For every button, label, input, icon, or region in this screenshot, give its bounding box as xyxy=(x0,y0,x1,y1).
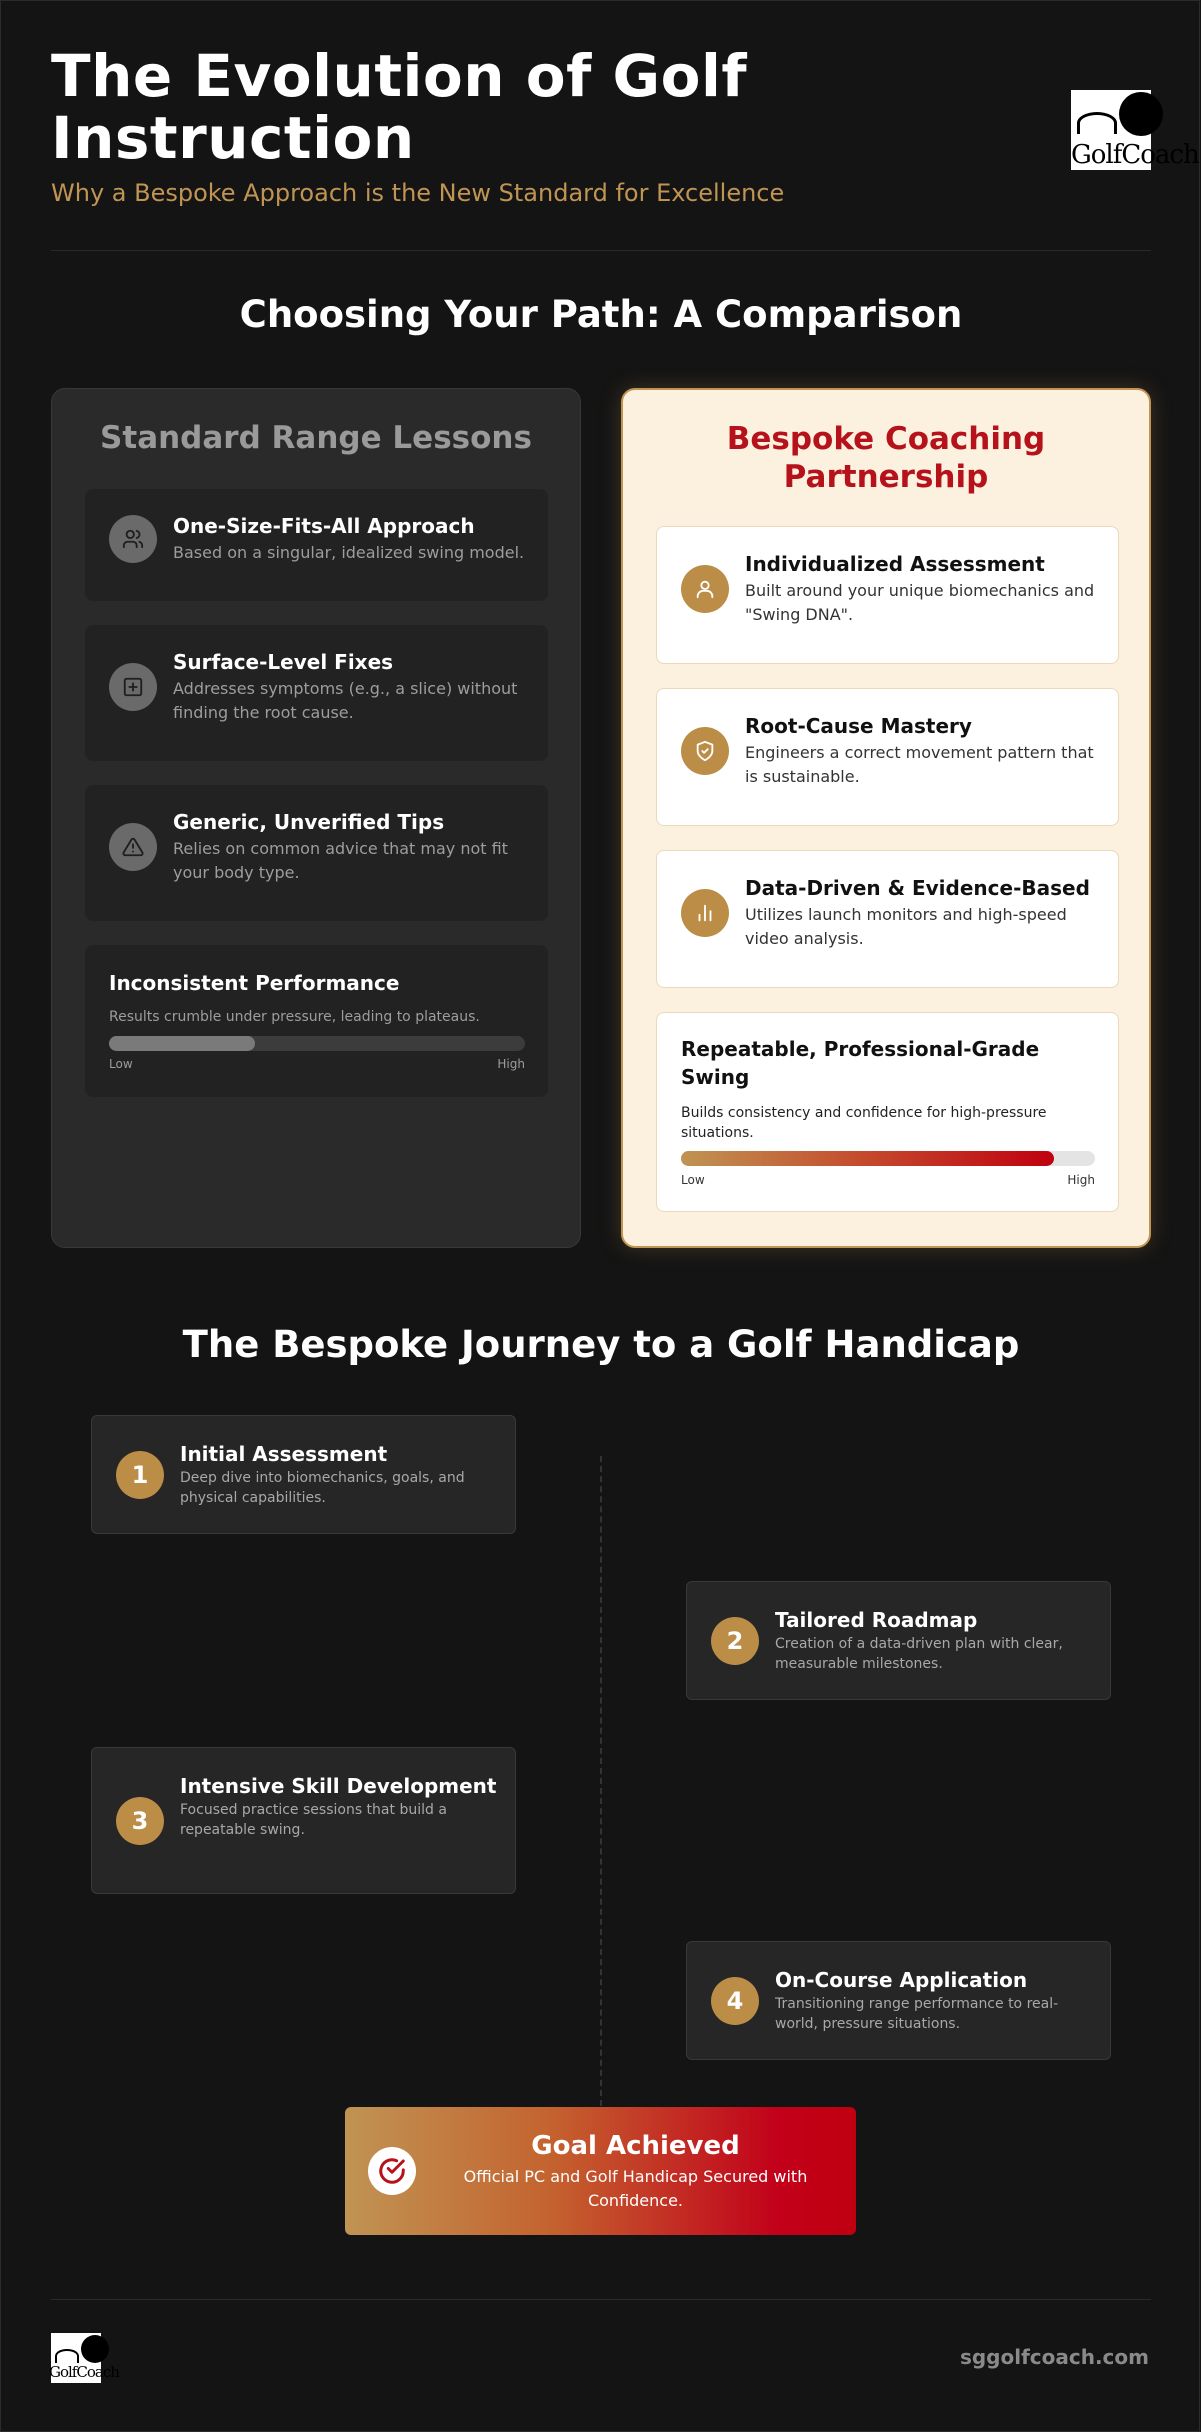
card-title: Surface-Level Fixes xyxy=(173,650,394,674)
comparison-section-title: Choosing Your Path: A Comparison xyxy=(239,293,963,336)
bespoke-card xyxy=(656,526,1119,664)
card-description: Based on a singular, idealized swing model. xyxy=(173,543,525,562)
page-subtitle: Why a Bespoke Approach is the New Standard for Excellence xyxy=(51,179,785,207)
card-description: Engineers a correct movement pattern that is sustainable. xyxy=(745,743,1094,786)
meter-high-label: High xyxy=(497,1057,525,1071)
journey-step xyxy=(686,1941,1111,2060)
standard-card xyxy=(85,625,548,761)
step-description: Focused practice sessions that build a repeatable swing. xyxy=(180,1802,447,1838)
step-number: 1 xyxy=(116,1451,164,1499)
card-description: Built around your unique biomechanics and "Swing DNA". xyxy=(745,581,1095,624)
header-divider xyxy=(51,250,1151,251)
journey-step xyxy=(91,1415,516,1534)
goal-description: Official PC and Golf Handicap Secured with Confidence. xyxy=(463,2167,808,2210)
bespoke-card xyxy=(656,688,1119,826)
card-title: Individualized Assessment xyxy=(745,552,1045,576)
page-title: The Evolution of Golf Instruction xyxy=(51,42,748,172)
meter-description: Builds consistency and confidence for high-pressure situations. xyxy=(681,1105,1047,1141)
goal-title: Goal Achieved xyxy=(531,2131,740,2161)
shield-check-icon xyxy=(681,727,729,775)
footer-divider xyxy=(51,2299,1151,2300)
golf-ball-icon xyxy=(1119,92,1163,136)
card-title: Data-Driven & Evidence-Based xyxy=(745,876,1090,900)
card-description: Utilizes launch monitors and high-speed video analysis. xyxy=(745,905,1067,948)
meter-description: Results crumble under pressure, leading to plateaus. xyxy=(109,1009,480,1025)
golf-club-icon xyxy=(1077,112,1117,134)
user-icon xyxy=(681,565,729,613)
step-title: Tailored Roadmap xyxy=(775,1608,978,1632)
card-title: Generic, Unverified Tips xyxy=(173,810,445,834)
bespoke-column-title: Bespoke Coaching Partnership xyxy=(726,421,1046,495)
bespoke-column xyxy=(621,388,1151,1248)
card-description: Addresses symptoms (e.g., a slice) without finding the root cause. xyxy=(173,679,518,722)
performance-meter-fill xyxy=(681,1151,1054,1166)
standard-meter-card xyxy=(85,945,548,1097)
users-icon xyxy=(109,515,157,563)
card-title: One-Size-Fits-All Approach xyxy=(173,514,475,538)
plus-square-icon xyxy=(109,663,157,711)
footer-logo-text: GolfCoach xyxy=(49,2363,119,2381)
card-title: Root-Cause Mastery xyxy=(745,714,972,738)
meter-title: Repeatable, Professional-Grade Swing xyxy=(681,1037,1040,1089)
step-title: On-Course Application xyxy=(775,1968,1028,1992)
warning-icon xyxy=(109,823,157,871)
timeline-line xyxy=(600,1456,602,2106)
golf-ball-icon xyxy=(81,2335,109,2363)
logo-text: GolfCoach xyxy=(1071,140,1199,170)
golfcoach-logo xyxy=(1071,90,1199,170)
check-circle-icon xyxy=(368,2147,416,2195)
footer-logo xyxy=(49,2333,119,2383)
footer-website-link[interactable]: sggolfcoach.com xyxy=(959,2345,1149,2369)
performance-meter-fill xyxy=(109,1036,255,1051)
journey-section-title: The Bespoke Journey to a Golf Handicap xyxy=(182,1323,1020,1366)
goal-achieved-banner xyxy=(345,2107,856,2235)
meter-high-label: High xyxy=(1067,1173,1095,1187)
standard-card xyxy=(85,489,548,601)
bespoke-card xyxy=(656,850,1119,988)
step-description: Creation of a data-driven plan with clear, measurable milestones. xyxy=(775,1636,1063,1672)
meter-low-label: Low xyxy=(681,1173,705,1187)
standard-column xyxy=(51,388,581,1248)
performance-meter xyxy=(681,1151,1095,1166)
header xyxy=(51,42,1199,221)
standard-card xyxy=(85,785,548,921)
step-title: Intensive Skill Development xyxy=(180,1774,497,1798)
performance-meter xyxy=(109,1036,525,1051)
step-description: Transitioning range performance to real-world, pressure situations. xyxy=(775,1996,1059,2032)
meter-title: Inconsistent Performance xyxy=(109,971,400,995)
golf-club-icon xyxy=(55,2349,79,2363)
meter-low-label: Low xyxy=(109,1057,133,1071)
step-number: 2 xyxy=(711,1617,759,1665)
step-number: 4 xyxy=(711,1977,759,2025)
journey-step xyxy=(91,1747,516,1894)
card-description: Relies on common advice that may not fit your body type. xyxy=(173,839,508,882)
bespoke-meter-card xyxy=(656,1012,1119,1212)
bar-chart-icon xyxy=(681,889,729,937)
step-title: Initial Assessment xyxy=(180,1442,388,1466)
standard-column-title: Standard Range Lessons xyxy=(100,420,532,456)
step-description: Deep dive into biomechanics, goals, and physical capabilities. xyxy=(180,1470,465,1506)
step-number: 3 xyxy=(116,1797,164,1845)
journey-step xyxy=(686,1581,1111,1700)
